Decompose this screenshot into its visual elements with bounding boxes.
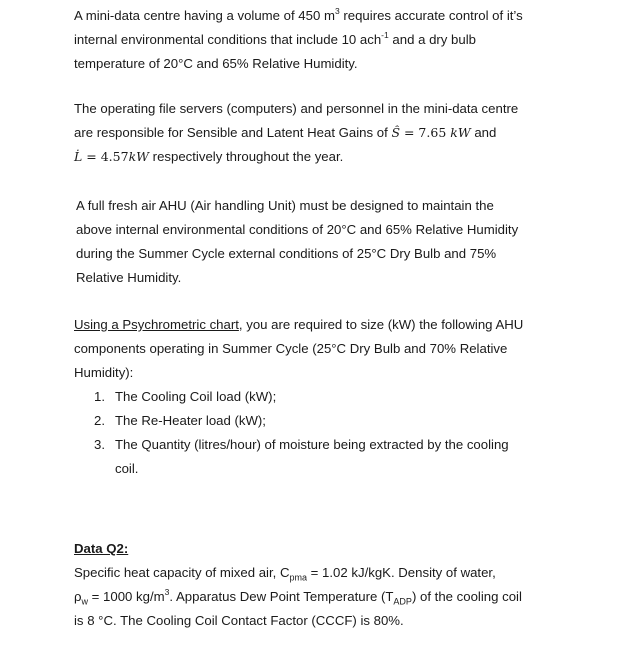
paragraph-ahu [76, 194, 566, 290]
text-line: are responsible for Sensible and Latent Heat Gains of Ŝ = 7.65 kW and [74, 125, 497, 140]
text-line: A mini-data centre having a volume of 450 $m^3$ requires accurate control of it’s [74, 5, 523, 23]
text-line: components operating in Summer Cycle (25°C Dry Bulb and 70% Relative [74, 341, 508, 356]
list-item: 2. The Re-Heater load (kW); [94, 413, 266, 428]
list-item: 3. The Quantity (litres/hour) of moisture being extracted by the cooling coil. [94, 437, 509, 476]
text-line: Using a Psychrometric chart, you are required to size (kW) the following AHU [74, 317, 524, 332]
text-line: temperature of 20°C and 65% Relative Humidity. [74, 56, 358, 71]
text-line: is 8 °C. The Cooling Coil Contact Factor (CCCF) is 80%. [74, 613, 404, 628]
text-line: Relative Humidity. [76, 270, 182, 285]
paragraph-task [74, 313, 564, 481]
data-heading: Data Q2: [74, 541, 129, 556]
paragraph-heat-gains [74, 97, 564, 169]
text-line: A full fresh air AHU (Air handling Unit) must be designed to maintain the [76, 198, 494, 213]
components-list [74, 385, 564, 481]
psychrometric-chart-link: Using a Psychrometric chart [74, 317, 239, 332]
text-line: above internal environmental conditions of 20°C and 65% Relative Humidity [76, 222, 519, 237]
text-line: $\rho_w = 1000$ $kg/m^3$. Apparatus Dew Point Temperature $(T_{ADP})$ of the cooling coil [74, 586, 522, 607]
paragraph-intro [74, 4, 564, 76]
text-line: Specific heat capacity of mixed air, $C_{pma} = 1.02$ kJ/kgK. Density of water, [74, 565, 496, 583]
text-line: during the Summer Cycle external conditions of 25°C Dry Bulb and 75% [76, 246, 497, 261]
latent-heat-formula: L̇ = 4.57kW [74, 149, 150, 164]
list-item: 1. The Cooling Coil load (kW); [94, 389, 277, 404]
text-line: The operating file servers (computers) and personnel in the mini-data centre [74, 101, 519, 116]
data-section [74, 537, 550, 633]
text-line: Humidity): [74, 365, 134, 380]
text-line: internal environmental conditions that include 10 ach$^{-1}$ and a dry bulb [74, 29, 476, 47]
text-line: L̇ = 4.57kW respectively throughout the year. [74, 149, 344, 164]
sensible-heat-formula: Ŝ = 7.65 kW [391, 125, 471, 140]
